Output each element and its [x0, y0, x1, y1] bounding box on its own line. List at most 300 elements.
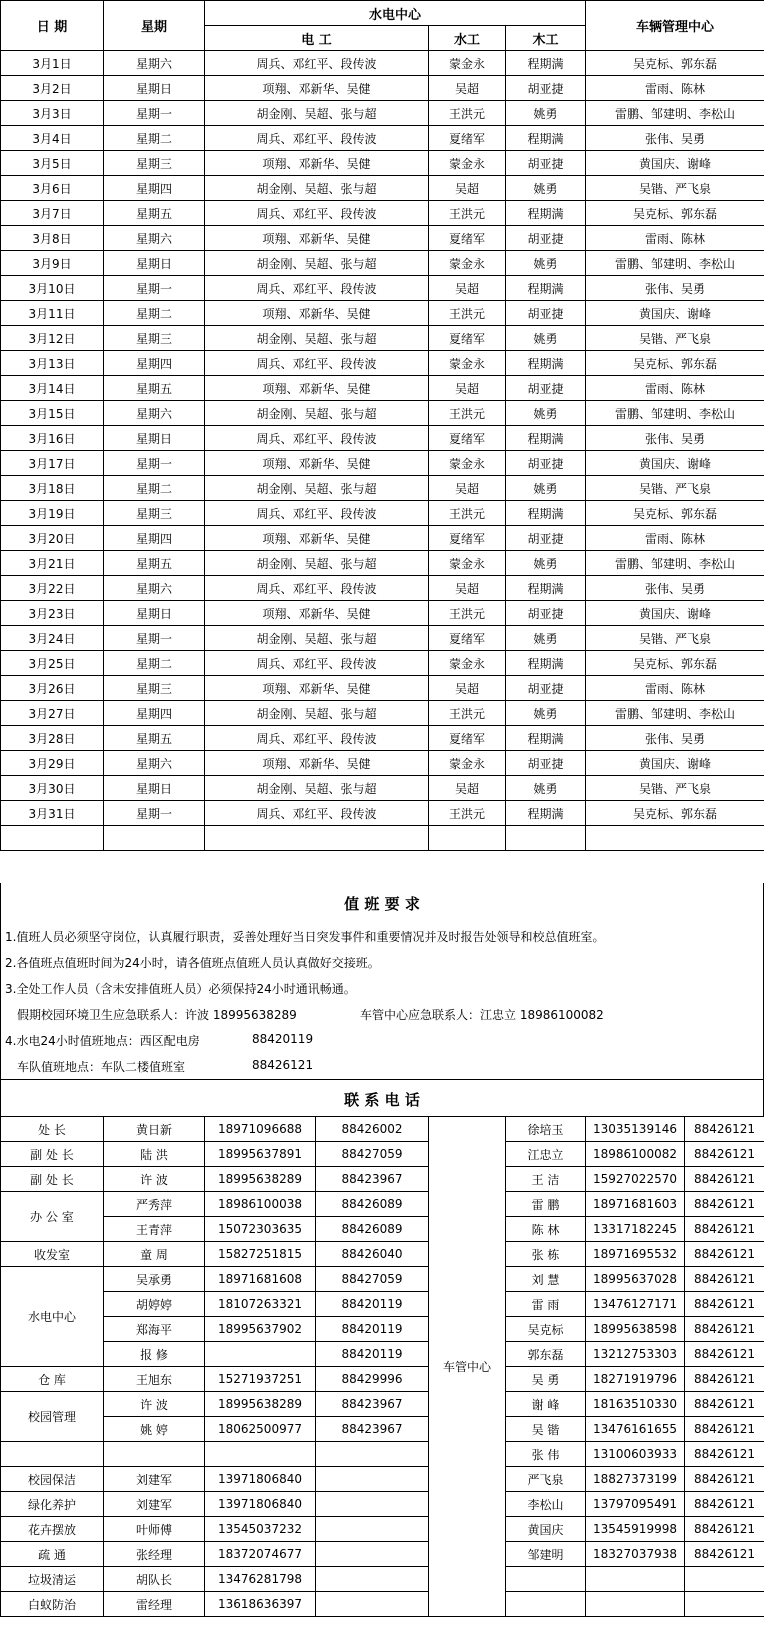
schedule-cell-plumber: 夏绪军 — [429, 126, 506, 151]
vehicle-contact-name: 雷 鹏 — [506, 1192, 586, 1217]
schedule-cell-electricians: 周兵、邓红平、段传波 — [205, 801, 429, 826]
schedule-cell-vehicle-staff: 雷雨、陈林 — [586, 76, 764, 101]
vehicle-center-contact: 车管中心应急联系人：江忠立 18986100082 — [360, 1008, 604, 1022]
vehicle-contact-mobile: 18163510330 — [586, 1392, 685, 1417]
schedule-cell-plumber: 夏绪军 — [429, 226, 506, 251]
schedule-cell-plumber: 王洪元 — [429, 501, 506, 526]
schedule-row — [1, 301, 764, 326]
schedule-cell-plumber: 蒙金永 — [429, 551, 506, 576]
schedule-cell-plumber: 蒙金永 — [429, 651, 506, 676]
schedule-cell-vehicle-staff: 吴克标、郭东磊 — [586, 51, 764, 76]
contact-mobile: 15827251815 — [205, 1242, 316, 1267]
schedule-cell-plumber: 王洪元 — [429, 401, 506, 426]
schedule-cell-carpenter: 姚勇 — [506, 776, 586, 801]
vehicle-contact-phone — [685, 1592, 764, 1617]
contact-mobile — [205, 1442, 316, 1467]
schedule-cell-electricians: 项翔、邓新华、吴健 — [205, 601, 429, 626]
schedule-row — [1, 526, 764, 551]
contact-row — [1, 1142, 764, 1167]
contact-name: 许 波 — [104, 1167, 205, 1192]
schedule-cell-vehicle-staff: 张伟、吴勇 — [586, 276, 764, 301]
schedule-cell-date: 3月25日 — [1, 651, 104, 676]
schedule-row — [1, 701, 764, 726]
schedule-cell-plumber: 吴超 — [429, 76, 506, 101]
blank-cell — [586, 826, 764, 851]
contact-phone — [316, 1517, 429, 1542]
schedule-row — [1, 676, 764, 701]
vehicle-contact-mobile: 18986100082 — [586, 1142, 685, 1167]
blank-cell — [506, 826, 586, 851]
schedule-cell-electricians: 周兵、邓红平、段传波 — [205, 651, 429, 676]
vehicle-contact-name: 刘 慧 — [506, 1267, 586, 1292]
contact-name: 王旭东 — [104, 1367, 205, 1392]
requirement-line-3: 3.全处工作人员（含未安排值班人员）必须保持24小时通讯畅通。 — [5, 982, 356, 996]
schedule-cell-carpenter: 姚勇 — [506, 401, 586, 426]
schedule-cell-carpenter: 程期满 — [506, 201, 586, 226]
contact-dept: 花卉摆放 — [1, 1517, 104, 1542]
vehicle-contact-mobile: 13476161655 — [586, 1417, 685, 1442]
schedule-cell-electricians: 周兵、邓红平、段传波 — [205, 201, 429, 226]
vehicle-contact-name: 江忠立 — [506, 1142, 586, 1167]
contact-row — [1, 1567, 764, 1592]
schedule-cell-date: 3月28日 — [1, 726, 104, 751]
schedule-row — [1, 151, 764, 176]
schedule-row — [1, 426, 764, 451]
schedule-blank-row — [1, 826, 764, 851]
vehicle-contact-mobile: 13545919998 — [586, 1517, 685, 1542]
schedule-cell-date: 3月22日 — [1, 576, 104, 601]
blank-cell — [1, 826, 104, 851]
schedule-cell-plumber: 王洪元 — [429, 201, 506, 226]
schedule-cell-date: 3月2日 — [1, 76, 104, 101]
contact-row — [1, 1467, 764, 1492]
contact-name: 童 周 — [104, 1242, 205, 1267]
contact-row — [1, 1267, 764, 1292]
schedule-cell-weekday: 星期六 — [104, 576, 205, 601]
vehicle-contact-mobile: 13317182245 — [586, 1217, 685, 1242]
schedule-cell-vehicle-staff: 黄国庆、谢峰 — [586, 751, 764, 776]
vehicle-contact-phone: 88426121 — [685, 1467, 764, 1492]
schedule-cell-vehicle-staff: 雷雨、陈林 — [586, 226, 764, 251]
schedule-cell-carpenter: 胡亚捷 — [506, 76, 586, 101]
contact-mobile: 15072303635 — [205, 1217, 316, 1242]
vehicle-contact-phone: 88426121 — [685, 1442, 764, 1467]
vehicle-contact-phone: 88426121 — [685, 1392, 764, 1417]
fleet-duty-phone: 88426121 — [252, 1058, 314, 1072]
contact-dept: 疏 通 — [1, 1542, 104, 1567]
schedule-cell-date: 3月18日 — [1, 476, 104, 501]
schedule-cell-plumber: 夏绪军 — [429, 526, 506, 551]
contact-row — [1, 1342, 764, 1367]
schedule-cell-date: 3月1日 — [1, 51, 104, 76]
vehicle-contact-mobile: 15927022570 — [586, 1167, 685, 1192]
schedule-cell-weekday: 星期六 — [104, 751, 205, 776]
schedule-cell-vehicle-staff: 雷鹏、邹建明、李松山 — [586, 701, 764, 726]
contact-dept: 仓 库 — [1, 1367, 104, 1392]
schedule-cell-vehicle-staff: 吴克标、郭东磊 — [586, 801, 764, 826]
schedule-cell-vehicle-staff: 雷鹏、邹建明、李松山 — [586, 551, 764, 576]
schedule-cell-date: 3月23日 — [1, 601, 104, 626]
schedule-cell-vehicle-staff: 吴克标、郭东磊 — [586, 351, 764, 376]
vehicle-contact-mobile: 18971695532 — [586, 1242, 685, 1267]
schedule-cell-weekday: 星期日 — [104, 426, 205, 451]
vehicle-contact-phone: 88426121 — [685, 1267, 764, 1292]
vehicle-contact-phone: 88426121 — [685, 1242, 764, 1267]
schedule-cell-weekday: 星期五 — [104, 201, 205, 226]
contact-phone — [316, 1467, 429, 1492]
schedule-cell-date: 3月13日 — [1, 351, 104, 376]
vehicle-contact-name: 严飞泉 — [506, 1467, 586, 1492]
requirement-line-1: 1.值班人员必须坚守岗位，认真履行职责，妥善处理好当日突发事件和重要情况并及时报告处领导和校总值班室。 — [5, 930, 605, 944]
contact-dept: 办 公 室 — [1, 1192, 104, 1242]
schedule-cell-weekday: 星期二 — [104, 651, 205, 676]
vehicle-contact-phone: 88426121 — [685, 1342, 764, 1367]
schedule-cell-electricians: 周兵、邓红平、段传波 — [205, 576, 429, 601]
schedule-cell-date: 3月7日 — [1, 201, 104, 226]
contact-row — [1, 1392, 764, 1417]
requirements-title: 值 班 要 求 — [344, 895, 420, 913]
contact-phone: 88420119 — [316, 1317, 429, 1342]
vehicle-contact-phone: 88426121 — [685, 1542, 764, 1567]
schedule-row — [1, 776, 764, 801]
schedule-row — [1, 126, 764, 151]
vehicle-contact-mobile: 18327037938 — [586, 1542, 685, 1567]
schedule-cell-plumber: 吴超 — [429, 276, 506, 301]
contacts-table — [0, 1116, 764, 1617]
schedule-cell-date: 3月21日 — [1, 551, 104, 576]
schedule-cell-carpenter: 姚勇 — [506, 476, 586, 501]
vehicle-center-dept: 车管中心 — [429, 1117, 506, 1617]
schedule-cell-electricians: 项翔、邓新华、吴健 — [205, 151, 429, 176]
schedule-cell-plumber: 蒙金永 — [429, 51, 506, 76]
schedule-cell-date: 3月30日 — [1, 776, 104, 801]
vehicle-contact-mobile: 18995638598 — [586, 1317, 685, 1342]
schedule-cell-vehicle-staff: 黄国庆、谢峰 — [586, 601, 764, 626]
schedule-cell-electricians: 周兵、邓红平、段传波 — [205, 726, 429, 751]
vehicle-contact-name: 张 伟 — [506, 1442, 586, 1467]
schedule-cell-carpenter: 胡亚捷 — [506, 301, 586, 326]
contact-mobile: 18062500977 — [205, 1417, 316, 1442]
contact-row — [1, 1217, 764, 1242]
header-electrician: 电 工 — [205, 26, 429, 51]
schedule-cell-carpenter: 胡亚捷 — [506, 751, 586, 776]
vehicle-contact-name: 张 栋 — [506, 1242, 586, 1267]
schedule-cell-plumber: 蒙金永 — [429, 451, 506, 476]
contact-mobile: 15271937251 — [205, 1367, 316, 1392]
schedule-cell-electricians: 胡金刚、吴超、张与超 — [205, 551, 429, 576]
contact-name: 雷经理 — [104, 1592, 205, 1617]
contact-row — [1, 1317, 764, 1342]
schedule-cell-carpenter: 姚勇 — [506, 251, 586, 276]
header-date: 日 期 — [1, 1, 104, 51]
schedule-cell-weekday: 星期三 — [104, 676, 205, 701]
schedule-cell-plumber: 蒙金永 — [429, 251, 506, 276]
vehicle-contact-name — [506, 1567, 586, 1592]
contact-dept: 垃圾清运 — [1, 1567, 104, 1592]
schedule-cell-date: 3月24日 — [1, 626, 104, 651]
schedule-cell-plumber: 夏绪军 — [429, 426, 506, 451]
vehicle-contact-phone: 88426121 — [685, 1417, 764, 1442]
schedule-cell-weekday: 星期二 — [104, 476, 205, 501]
contact-name: 叶师傅 — [104, 1517, 205, 1542]
schedule-cell-carpenter: 程期满 — [506, 726, 586, 751]
header-water-elec-center: 水电中心 — [205, 1, 586, 26]
schedule-cell-electricians: 周兵、邓红平、段传波 — [205, 126, 429, 151]
contact-name: 陆 洪 — [104, 1142, 205, 1167]
contact-name: 报 修 — [104, 1342, 205, 1367]
vehicle-contact-name: 吴 勇 — [506, 1367, 586, 1392]
schedule-cell-carpenter: 姚勇 — [506, 326, 586, 351]
vehicle-contact-name: 郭东磊 — [506, 1342, 586, 1367]
contact-dept — [1, 1442, 104, 1467]
schedule-row — [1, 226, 764, 251]
schedule-cell-plumber: 夏绪军 — [429, 726, 506, 751]
contact-row — [1, 1542, 764, 1567]
schedule-cell-carpenter: 胡亚捷 — [506, 151, 586, 176]
vehicle-contact-phone: 88426121 — [685, 1117, 764, 1142]
contact-row — [1, 1167, 764, 1192]
vehicle-contact-name: 王 洁 — [506, 1167, 586, 1192]
contact-row — [1, 1517, 764, 1542]
schedule-cell-vehicle-staff: 吴锴、严飞泉 — [586, 176, 764, 201]
schedule-cell-vehicle-staff: 吴锴、严飞泉 — [586, 776, 764, 801]
contact-phone: 88423967 — [316, 1392, 429, 1417]
vehicle-contact-phone: 88426121 — [685, 1167, 764, 1192]
vehicle-contact-phone: 88426121 — [685, 1317, 764, 1342]
contact-dept: 副 处 长 — [1, 1167, 104, 1192]
schedule-row — [1, 626, 764, 651]
schedule-cell-vehicle-staff: 张伟、吴勇 — [586, 426, 764, 451]
contact-row — [1, 1242, 764, 1267]
vehicle-contact-name: 徐培玉 — [506, 1117, 586, 1142]
schedule-cell-date: 3月6日 — [1, 176, 104, 201]
vehicle-contact-name: 吴 锴 — [506, 1417, 586, 1442]
schedule-cell-weekday: 星期一 — [104, 801, 205, 826]
contact-phone — [316, 1492, 429, 1517]
contact-row — [1, 1117, 764, 1142]
schedule-cell-electricians: 胡金刚、吴超、张与超 — [205, 701, 429, 726]
schedule-cell-carpenter: 姚勇 — [506, 101, 586, 126]
contact-name: 胡队长 — [104, 1567, 205, 1592]
contact-row — [1, 1292, 764, 1317]
schedule-cell-plumber: 王洪元 — [429, 801, 506, 826]
header-plumber: 水工 — [429, 26, 506, 51]
schedule-row — [1, 576, 764, 601]
schedule-cell-carpenter: 程期满 — [506, 801, 586, 826]
contact-row — [1, 1367, 764, 1392]
schedule-cell-plumber: 王洪元 — [429, 301, 506, 326]
schedule-cell-vehicle-staff: 吴克标、郭东磊 — [586, 201, 764, 226]
schedule-row — [1, 726, 764, 751]
vehicle-contact-name: 李松山 — [506, 1492, 586, 1517]
vehicle-contact-name: 陈 林 — [506, 1217, 586, 1242]
blank-cell — [205, 826, 429, 851]
header-vehicle-center: 车辆管理中心 — [586, 1, 764, 51]
schedule-cell-vehicle-staff: 张伟、吴勇 — [586, 126, 764, 151]
schedule-cell-date: 3月14日 — [1, 376, 104, 401]
vehicle-contact-name: 谢 峰 — [506, 1392, 586, 1417]
schedule-cell-weekday: 星期六 — [104, 401, 205, 426]
schedule-cell-electricians: 周兵、邓红平、段传波 — [205, 501, 429, 526]
contact-name: 张经理 — [104, 1542, 205, 1567]
schedule-row — [1, 501, 764, 526]
contact-mobile: 18971681608 — [205, 1267, 316, 1292]
schedule-cell-carpenter: 程期满 — [506, 501, 586, 526]
schedule-cell-weekday: 星期四 — [104, 176, 205, 201]
schedule-cell-date: 3月9日 — [1, 251, 104, 276]
schedule-cell-weekday: 星期一 — [104, 276, 205, 301]
contact-phone — [316, 1567, 429, 1592]
schedule-cell-electricians: 项翔、邓新华、吴健 — [205, 526, 429, 551]
schedule-cell-date: 3月20日 — [1, 526, 104, 551]
schedule-cell-plumber: 王洪元 — [429, 601, 506, 626]
schedule-cell-weekday: 星期六 — [104, 226, 205, 251]
schedule-cell-electricians: 胡金刚、吴超、张与超 — [205, 251, 429, 276]
contact-name: 严秀萍 — [104, 1192, 205, 1217]
contact-phone — [316, 1442, 429, 1467]
schedule-cell-carpenter: 姚勇 — [506, 551, 586, 576]
contact-name: 姚 婷 — [104, 1417, 205, 1442]
schedule-row — [1, 351, 764, 376]
vehicle-contact-mobile: 18971681603 — [586, 1192, 685, 1217]
vehicle-contact-phone: 88426121 — [685, 1292, 764, 1317]
schedule-cell-carpenter: 程期满 — [506, 51, 586, 76]
contact-phone: 88420119 — [316, 1292, 429, 1317]
vehicle-contact-phone: 88426121 — [685, 1517, 764, 1542]
contact-mobile: 18995637891 — [205, 1142, 316, 1167]
vehicle-contact-mobile: 13100603933 — [586, 1442, 685, 1467]
schedule-cell-carpenter: 胡亚捷 — [506, 676, 586, 701]
schedule-cell-date: 3月12日 — [1, 326, 104, 351]
contact-mobile: 13545037232 — [205, 1517, 316, 1542]
contact-phone: 88427059 — [316, 1267, 429, 1292]
vehicle-contact-mobile — [586, 1567, 685, 1592]
vehicle-contact-mobile — [586, 1592, 685, 1617]
schedule-cell-electricians: 胡金刚、吴超、张与超 — [205, 476, 429, 501]
contact-mobile — [205, 1342, 316, 1367]
blank-cell — [104, 826, 205, 851]
schedule-row — [1, 51, 764, 76]
schedule-cell-carpenter: 胡亚捷 — [506, 451, 586, 476]
vehicle-contact-mobile: 13035139146 — [586, 1117, 685, 1142]
schedule-cell-electricians: 胡金刚、吴超、张与超 — [205, 776, 429, 801]
schedule-cell-electricians: 胡金刚、吴超、张与超 — [205, 326, 429, 351]
contact-name — [104, 1442, 205, 1467]
contact-mobile: 13971806840 — [205, 1467, 316, 1492]
schedule-cell-date: 3月11日 — [1, 301, 104, 326]
schedule-row — [1, 401, 764, 426]
schedule-cell-weekday: 星期四 — [104, 526, 205, 551]
schedule-cell-carpenter: 胡亚捷 — [506, 226, 586, 251]
contact-phone: 88426002 — [316, 1117, 429, 1142]
schedule-cell-vehicle-staff: 黄国庆、谢峰 — [586, 451, 764, 476]
water-elec-duty-phone: 88420119 — [252, 1032, 314, 1046]
schedule-cell-electricians: 胡金刚、吴超、张与超 — [205, 401, 429, 426]
contact-phone: 88420119 — [316, 1342, 429, 1367]
vehicle-contact-mobile: 13797095491 — [586, 1492, 685, 1517]
requirement-line-2: 2.各值班点值班时间为24小时，请各值班点值班人员认真做好交接班。 — [5, 956, 380, 970]
contact-mobile: 13476281798 — [205, 1567, 316, 1592]
schedule-cell-plumber: 吴超 — [429, 676, 506, 701]
vehicle-contact-phone: 88426121 — [685, 1492, 764, 1517]
schedule-cell-vehicle-staff: 雷鹏、邹建明、李松山 — [586, 401, 764, 426]
schedule-cell-electricians: 项翔、邓新华、吴健 — [205, 676, 429, 701]
contact-row — [1, 1192, 764, 1217]
contact-row — [1, 1492, 764, 1517]
schedule-cell-carpenter: 程期满 — [506, 576, 586, 601]
schedule-row — [1, 801, 764, 826]
schedule-cell-date: 3月8日 — [1, 226, 104, 251]
header-weekday: 星期 — [104, 1, 205, 51]
schedule-cell-electricians: 周兵、邓红平、段传波 — [205, 276, 429, 301]
schedule-cell-vehicle-staff: 张伟、吴勇 — [586, 726, 764, 751]
schedule-cell-vehicle-staff: 雷鹏、邹建明、李松山 — [586, 251, 764, 276]
schedule-row — [1, 651, 764, 676]
schedule-cell-carpenter: 姚勇 — [506, 176, 586, 201]
schedule-cell-weekday: 星期二 — [104, 301, 205, 326]
schedule-cell-electricians: 项翔、邓新华、吴健 — [205, 226, 429, 251]
schedule-cell-date: 3月16日 — [1, 426, 104, 451]
schedule-row — [1, 76, 764, 101]
contact-row — [1, 1442, 764, 1467]
vehicle-contact-mobile: 13476127171 — [586, 1292, 685, 1317]
contact-phone: 88423967 — [316, 1167, 429, 1192]
schedule-cell-plumber: 蒙金永 — [429, 151, 506, 176]
requirement-line-4: 4.水电24小时值班地点：西区配电房 — [5, 1034, 200, 1048]
contact-phone — [316, 1592, 429, 1617]
vehicle-contact-mobile: 18827373199 — [586, 1467, 685, 1492]
schedule-cell-plumber: 王洪元 — [429, 101, 506, 126]
schedule-cell-plumber: 吴超 — [429, 476, 506, 501]
schedule-cell-weekday: 星期五 — [104, 376, 205, 401]
vehicle-contact-name: 吴克标 — [506, 1317, 586, 1342]
schedule-cell-date: 3月17日 — [1, 451, 104, 476]
schedule-cell-weekday: 星期六 — [104, 51, 205, 76]
schedule-row — [1, 551, 764, 576]
schedule-row — [1, 476, 764, 501]
schedule-row — [1, 101, 764, 126]
contact-dept: 校园管理 — [1, 1392, 104, 1442]
schedule-cell-plumber: 蒙金永 — [429, 351, 506, 376]
contact-phone: 88423967 — [316, 1417, 429, 1442]
schedule-cell-vehicle-staff: 吴锴、严飞泉 — [586, 476, 764, 501]
fleet-duty-location: 车队值班地点：车队二楼值班室 — [17, 1060, 186, 1074]
schedule-cell-date: 3月10日 — [1, 276, 104, 301]
schedule-cell-date: 3月15日 — [1, 401, 104, 426]
contact-phone: 88426040 — [316, 1242, 429, 1267]
contact-dept: 副 处 长 — [1, 1142, 104, 1167]
vehicle-contact-mobile: 18995637028 — [586, 1267, 685, 1292]
schedule-cell-plumber: 王洪元 — [429, 701, 506, 726]
schedule-cell-plumber: 吴超 — [429, 776, 506, 801]
schedule-cell-weekday: 星期日 — [104, 601, 205, 626]
contact-name: 许 波 — [104, 1392, 205, 1417]
schedule-cell-vehicle-staff: 雷鹏、邹建明、李松山 — [586, 101, 764, 126]
contact-mobile: 18995638289 — [205, 1392, 316, 1417]
schedule-cell-weekday: 星期日 — [104, 76, 205, 101]
schedule-cell-weekday: 星期日 — [104, 251, 205, 276]
contact-mobile: 18107263321 — [205, 1292, 316, 1317]
contact-phone: 88427059 — [316, 1142, 429, 1167]
vehicle-contact-name: 雷 雨 — [506, 1292, 586, 1317]
contact-phone: 88426089 — [316, 1192, 429, 1217]
schedule-cell-electricians: 周兵、邓红平、段传波 — [205, 351, 429, 376]
schedule-cell-vehicle-staff: 吴锴、严飞泉 — [586, 326, 764, 351]
schedule-cell-carpenter: 程期满 — [506, 426, 586, 451]
contact-dept: 水电中心 — [1, 1267, 104, 1367]
schedule-cell-vehicle-staff: 黄国庆、谢峰 — [586, 151, 764, 176]
vehicle-contact-phone: 88426121 — [685, 1367, 764, 1392]
